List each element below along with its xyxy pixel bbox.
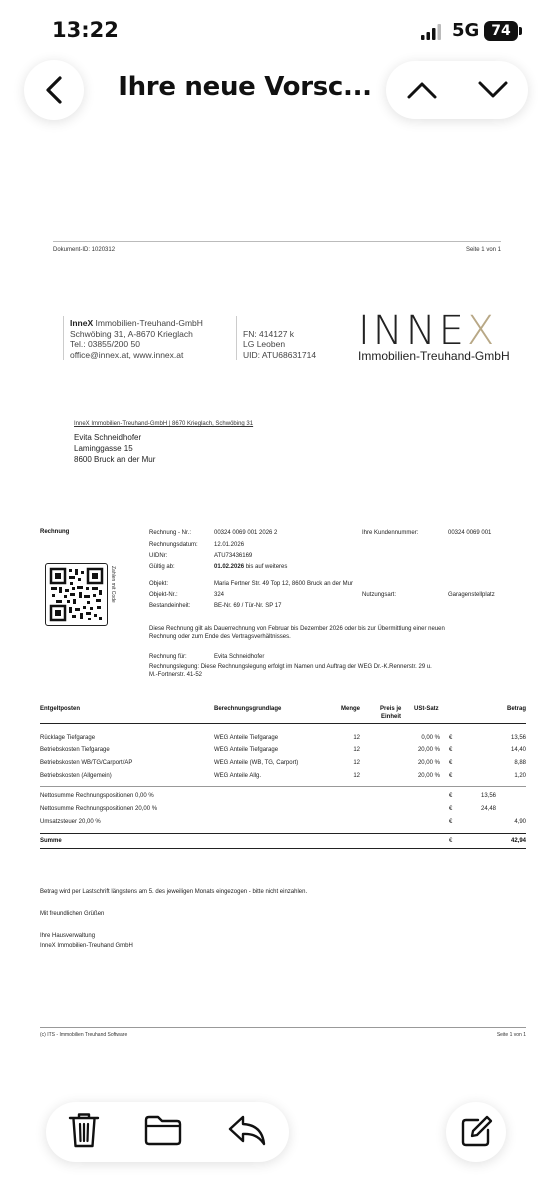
field-label-6: Bestandeinheit: <box>149 603 191 609</box>
sender-divider <box>63 316 64 360</box>
col-header-price-1: Preis je <box>380 706 402 712</box>
row-2-item: Betriebskosten WB/TG/Carport/AP <box>40 760 133 766</box>
bottom-toolbar <box>46 1102 289 1162</box>
total-2-label: Umsatzsteuer 20,00 % <box>40 819 101 825</box>
chevron-left-icon <box>42 75 66 105</box>
sum-label: Summe <box>40 838 62 844</box>
col-header-vat: USt-Satz <box>414 706 439 712</box>
legal-line-1: Rechnungslegung: Diese Rechnungslegung erfolgt im Namen und Auftrag der WEG Dr.-K.Rennerstr. 29 u. <box>149 664 432 670</box>
recipient-city: 8600 Bruck an der Mur <box>74 455 156 464</box>
row-0-basis: WEG Anteile Tiefgarage <box>214 735 279 741</box>
total-0-subtotal: 13,56 <box>480 793 496 799</box>
row-2-amount: 8,88 <box>514 760 526 766</box>
field-label-4: Objekt: <box>149 581 169 587</box>
col-header-price-2: Einheit <box>381 714 402 720</box>
row-0-amount: 13,56 <box>510 735 526 741</box>
total-0-label: Nettosumme Rechnungspositionen 0,00 % <box>40 793 154 799</box>
row-1-item: Betriebskosten Tiefgarage <box>40 747 110 753</box>
previous-message-button[interactable] <box>397 65 447 115</box>
invoice-note-line-1: Diese Rechnung gilt als Dauerrechnung von Februar bis Dezember 2026 oder bis zur Übermittlung einer neuen <box>149 626 445 632</box>
row-1-currency: € <box>449 747 453 753</box>
reply-button[interactable] <box>227 1113 267 1152</box>
recipient-name: Evita Schneidhofer <box>74 433 142 442</box>
row-2-basis: WEG Anteile (WB, TG, Carport) <box>214 760 299 766</box>
signal-icon <box>421 24 441 40</box>
field-value-5: 324 <box>214 592 225 598</box>
sender-company: Immobilien-Treuhand-GmbH <box>93 318 203 328</box>
chevron-down-icon <box>477 80 509 100</box>
network-type: 5G <box>452 20 480 41</box>
total-1-label: Nettosumme Rechnungspositionen 20,00 % <box>40 806 158 812</box>
legal-line-2: M.-Fortnerstr. 41-52 <box>149 672 203 678</box>
field-value-2: ATU73436169 <box>214 553 253 559</box>
sum-bottom-rule <box>40 848 526 849</box>
customer-number-label: Ihre Kundennummer: <box>362 530 419 536</box>
sender-line-1 <box>70 318 203 329</box>
signoff-line-1: Ihre Hausverwaltung <box>40 933 96 939</box>
col-header-item: Entgeltposten <box>40 706 80 712</box>
logo-main: INNE <box>358 308 467 354</box>
trash-icon <box>68 1111 100 1149</box>
registry-fn: FN: 414127 k <box>243 328 295 339</box>
row-1-vat: 20,00 % <box>417 747 440 753</box>
field-value-4: Maria Fertner Str. 49 Top 12, 8600 Bruck an der Mur <box>214 581 353 587</box>
customer-number: 00324 0069 001 <box>448 530 492 536</box>
reply-icon <box>227 1113 267 1147</box>
registry-court: LG Leoben <box>243 339 286 349</box>
col-header-amount: Betrag <box>506 706 526 712</box>
page-number-top: Seite 1 von 1 <box>465 247 501 253</box>
valid-from-date: 01.02.2026 <box>214 564 245 570</box>
row-1-qty: 12 <box>353 747 360 753</box>
doc-top-rule <box>53 241 501 242</box>
field-label-5: Objekt-Nr.: <box>149 592 178 598</box>
battery-tip <box>519 27 522 35</box>
table-rows-rule <box>40 786 526 787</box>
col-header-basis: Berechnungsgrundlage <box>214 706 282 712</box>
row-2-currency: € <box>449 760 453 766</box>
doc-footer-rule <box>40 1027 526 1028</box>
status-time: 13:22 <box>52 18 119 42</box>
sender-line-4: office@innex.at, www.innex.at <box>70 349 184 360</box>
sum-amount: 42,94 <box>510 838 526 844</box>
sum-currency: € <box>449 838 453 844</box>
total-1-currency: € <box>449 806 453 812</box>
sum-top-rule <box>40 833 526 834</box>
debit-note: Betrag wird per Lastschrift längstens am 5. des jeweiligen Monats eingezogen - bitte nicht einzahlen. <box>40 889 308 895</box>
field-label-1: Rechnungsdatum: <box>149 542 198 548</box>
total-0-currency: € <box>449 793 453 799</box>
compose-button[interactable] <box>446 1102 506 1162</box>
invoice-note-line-2: Rechnung oder zum Ende des Vertragsverhältnisses. <box>149 634 291 640</box>
return-address: InneX Immobilien-Treuhand-GmbH | 8670 Krieglach, Schwöbing 31 <box>74 421 254 427</box>
page-number-bottom: Seite 1 von 1 <box>496 1032 526 1038</box>
total-2-currency: € <box>449 819 453 825</box>
row-0-qty: 12 <box>353 735 360 741</box>
usage-label: Nutzungsart: <box>362 592 397 598</box>
usage-value: Garagenstellplatz <box>448 592 495 598</box>
row-1-amount: 14,40 <box>510 747 526 753</box>
logo-subtitle: Immobilien-Treuhand-GmbH <box>358 349 510 363</box>
delete-button[interactable] <box>68 1111 100 1154</box>
innex-logo <box>358 308 497 354</box>
registry-divider <box>236 316 237 360</box>
software-credit: (c) ITS - Immobilien Treuhand Software <box>40 1032 128 1038</box>
row-0-vat: 0,00 % <box>421 735 440 741</box>
field-value-0: 00324 0069 001 2026 2 <box>214 530 278 536</box>
message-nav <box>386 61 528 119</box>
total-1-subtotal: 24,48 <box>480 806 496 812</box>
field-value-3 <box>214 564 287 570</box>
qr-code-icon <box>45 563 108 626</box>
logo-x: X <box>466 308 498 354</box>
row-3-item: Betriebskosten (Allgemein) <box>40 773 112 779</box>
document-id: Dokument-ID: 1020312 <box>53 247 116 253</box>
total-2-amount: 4,90 <box>514 819 526 825</box>
row-2-qty: 12 <box>353 760 360 766</box>
battery-level: 74 <box>491 23 511 39</box>
table-header-rule <box>40 723 526 724</box>
row-0-currency: € <box>449 735 453 741</box>
signoff-line-2: InneX Immobilien-Treuhand GmbH <box>40 943 133 949</box>
row-3-currency: € <box>449 773 453 779</box>
battery-icon <box>484 21 518 41</box>
recipient-street: Laminggasse 15 <box>74 444 133 453</box>
row-2-vat: 20,00 % <box>417 760 440 766</box>
row-1-basis: WEG Anteile Tiefgarage <box>214 747 279 753</box>
row-3-qty: 12 <box>353 773 360 779</box>
folder-icon <box>143 1114 183 1146</box>
valid-until: bis auf weiteres <box>244 564 288 570</box>
chevron-up-icon <box>406 80 438 100</box>
field-value-1: 12.01.2026 <box>214 542 245 548</box>
field-label-3: Gültig ab: <box>149 564 175 570</box>
page-title: Ihre neue Vorsc... <box>118 72 372 102</box>
row-3-vat: 20,00 % <box>417 773 440 779</box>
invoice-for-label: Rechnung für: <box>149 654 187 660</box>
field-value-6: BE-Nr. 69 / Tür-Nr. SP 17 <box>214 603 282 609</box>
sender-brand: InneX <box>70 318 94 328</box>
sender-line-2: Schwöbing 31, A-8670 Krieglach <box>70 328 193 339</box>
back-button[interactable] <box>24 60 84 120</box>
qr-caption: Zahlen mit Code <box>110 566 116 603</box>
invoice-heading: Rechnung <box>40 529 70 535</box>
compose-icon <box>458 1114 494 1150</box>
next-message-button[interactable] <box>468 65 518 115</box>
registry-uid: UID: ATU68631714 <box>243 349 317 360</box>
row-3-basis: WEG Anteile Allg. <box>214 773 262 779</box>
field-label-2: UIDNr: <box>149 553 168 559</box>
sender-line-3: Tel.: 03855/200 50 <box>70 339 140 349</box>
greeting: Mit freundlichen Grüßen <box>40 911 105 917</box>
col-header-qty: Menge <box>340 706 360 712</box>
field-label-0: Rechnung - Nr.: <box>149 530 192 536</box>
move-to-folder-button[interactable] <box>143 1114 183 1151</box>
row-0-item: Rücklage Tiefgarage <box>40 735 96 741</box>
row-3-amount: 1,20 <box>514 773 526 779</box>
invoice-for-value: Evita Schneidhofer <box>214 654 265 660</box>
